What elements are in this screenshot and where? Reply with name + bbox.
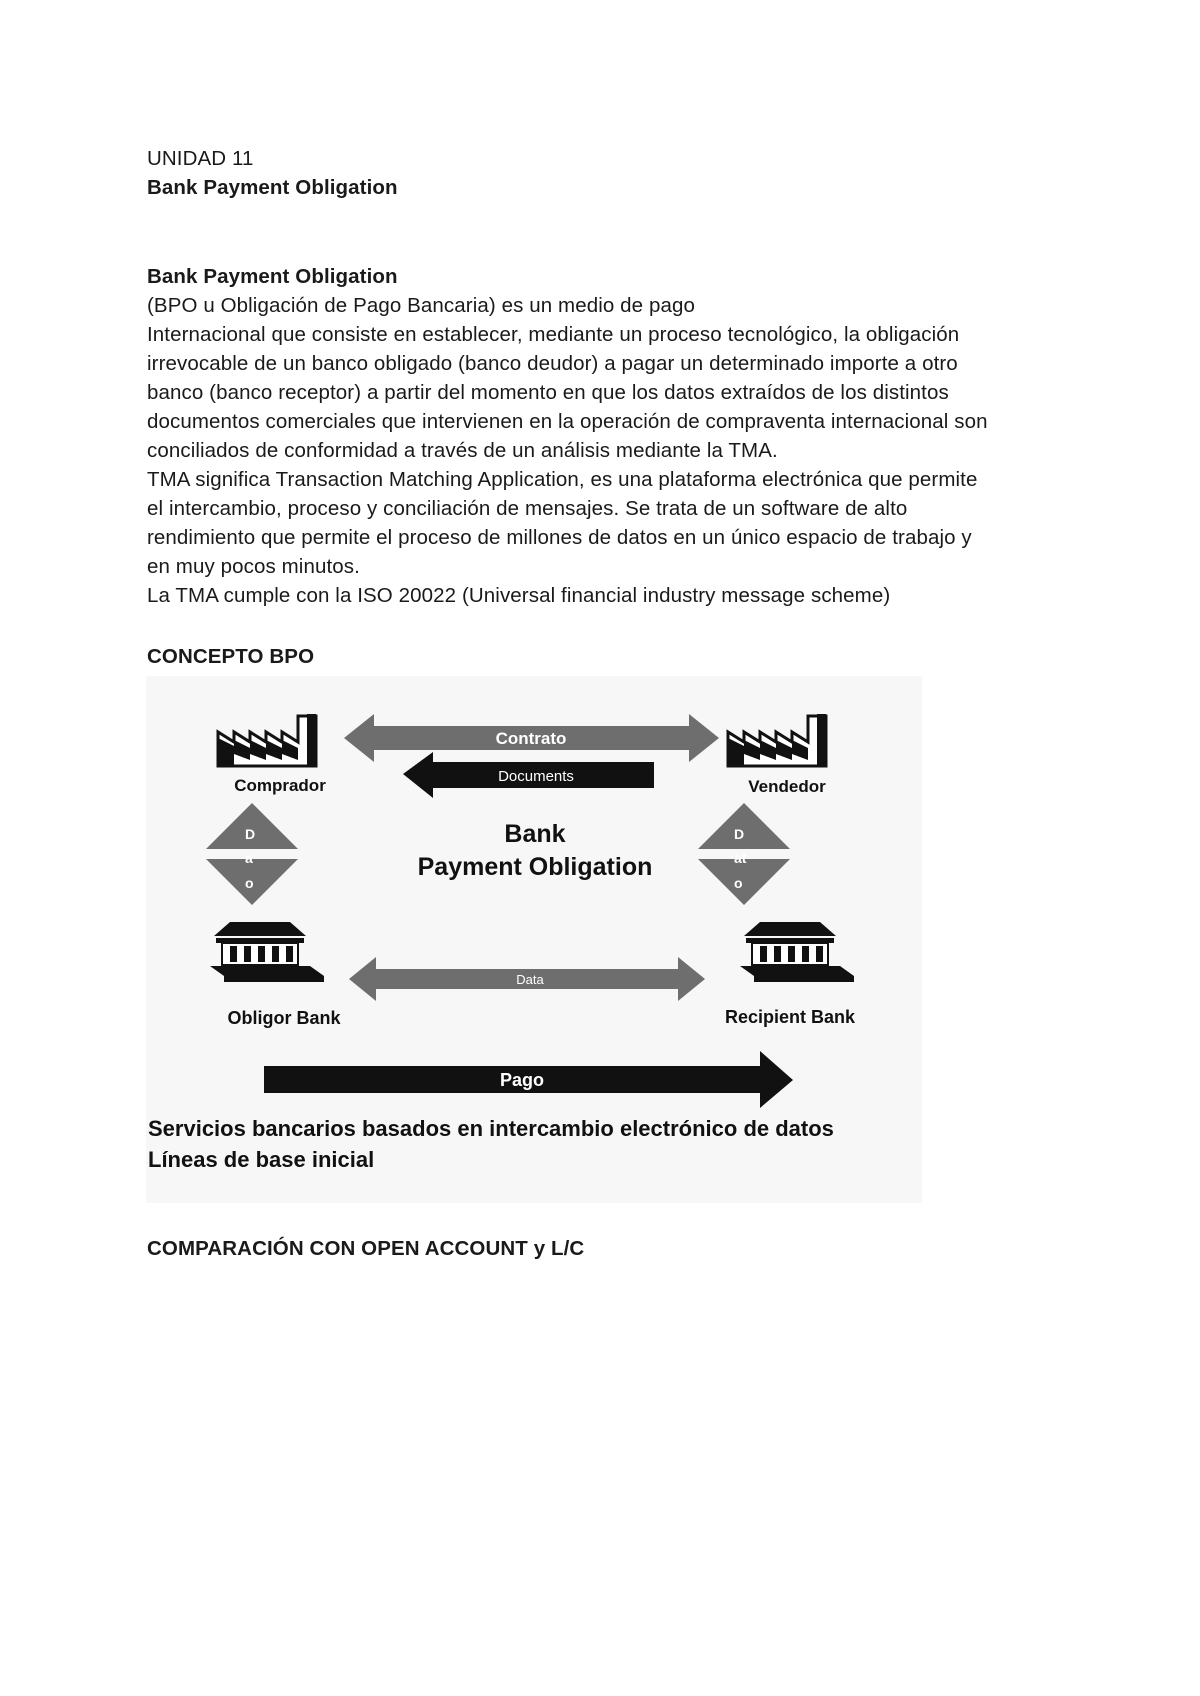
bpo-diagram [146, 676, 922, 1203]
bpo-diagram-svg [146, 676, 922, 1203]
body-line: Internacional que consiste en establecer, mediante un proceso tecnológico, la obligación [147, 323, 960, 346]
body-line: banco (banco receptor) a partir del momento en que los datos extraídos de los distintos [147, 381, 949, 404]
diagram-footer-line-1: Servicios bancarios basados en intercambio electrónico de datos [148, 1116, 834, 1141]
contract-label: Contrato [495, 729, 567, 748]
body-line: TMA significa Transaction Matching Application, es una plataforma electrónica que permite [147, 468, 978, 491]
obligor-bank-label: Obligor Bank [227, 1008, 341, 1028]
payment-label: Pago [499, 1070, 545, 1090]
left-vertical-letter: a [245, 850, 253, 866]
concept-heading: CONCEPTO BPO [147, 645, 315, 668]
left-vertical-letter: o [245, 875, 254, 891]
right-vertical-letter: at [734, 850, 747, 866]
unit-label: UNIDAD 11 [147, 147, 254, 170]
right-vertical-letter: D [734, 826, 745, 842]
comparison-heading: COMPARACIÓN CON OPEN ACCOUNT y L/C [147, 1237, 585, 1260]
document-title: Bank Payment Obligation [147, 176, 398, 199]
section-heading: Bank Payment Obligation [147, 265, 398, 288]
seller-label: Vendedor [748, 777, 826, 796]
body-line: documentos comerciales que intervienen en la operación de compraventa internacional son [147, 410, 988, 433]
body-line: conciliados de conformidad a través de un análisis mediante la TMA. [147, 439, 778, 462]
recipient-bank-label: Recipient Bank [724, 1007, 856, 1027]
diagram-footer-line-2: Líneas de base inicial [148, 1147, 375, 1172]
data-label: Data [516, 972, 544, 987]
documents-label: Documents [498, 768, 574, 785]
buyer-label: Comprador [234, 776, 326, 795]
body-line: el intercambio, proceso y conciliación de mensajes. Se trata de un software de alto [147, 497, 908, 520]
body-line: La TMA cumple con la ISO 20022 (Universal financial industry message scheme) [147, 584, 891, 607]
body-line: en muy pocos minutos. [147, 555, 360, 578]
body-line: rendimiento que permite el proceso de millones de datos en un único espacio de trabajo y [147, 526, 972, 549]
center-title-line-1: Bank [504, 820, 566, 848]
body-line: irrevocable de un banco obligado (banco deudor) a pagar un determinado importe a otro [147, 352, 958, 375]
center-title-line-2: Payment Obligation [417, 853, 653, 881]
body-line: (BPO u Obligación de Pago Bancaria) es un medio de pago [147, 294, 695, 317]
right-vertical-letter: o [734, 875, 743, 891]
left-vertical-letter: D [245, 826, 256, 842]
